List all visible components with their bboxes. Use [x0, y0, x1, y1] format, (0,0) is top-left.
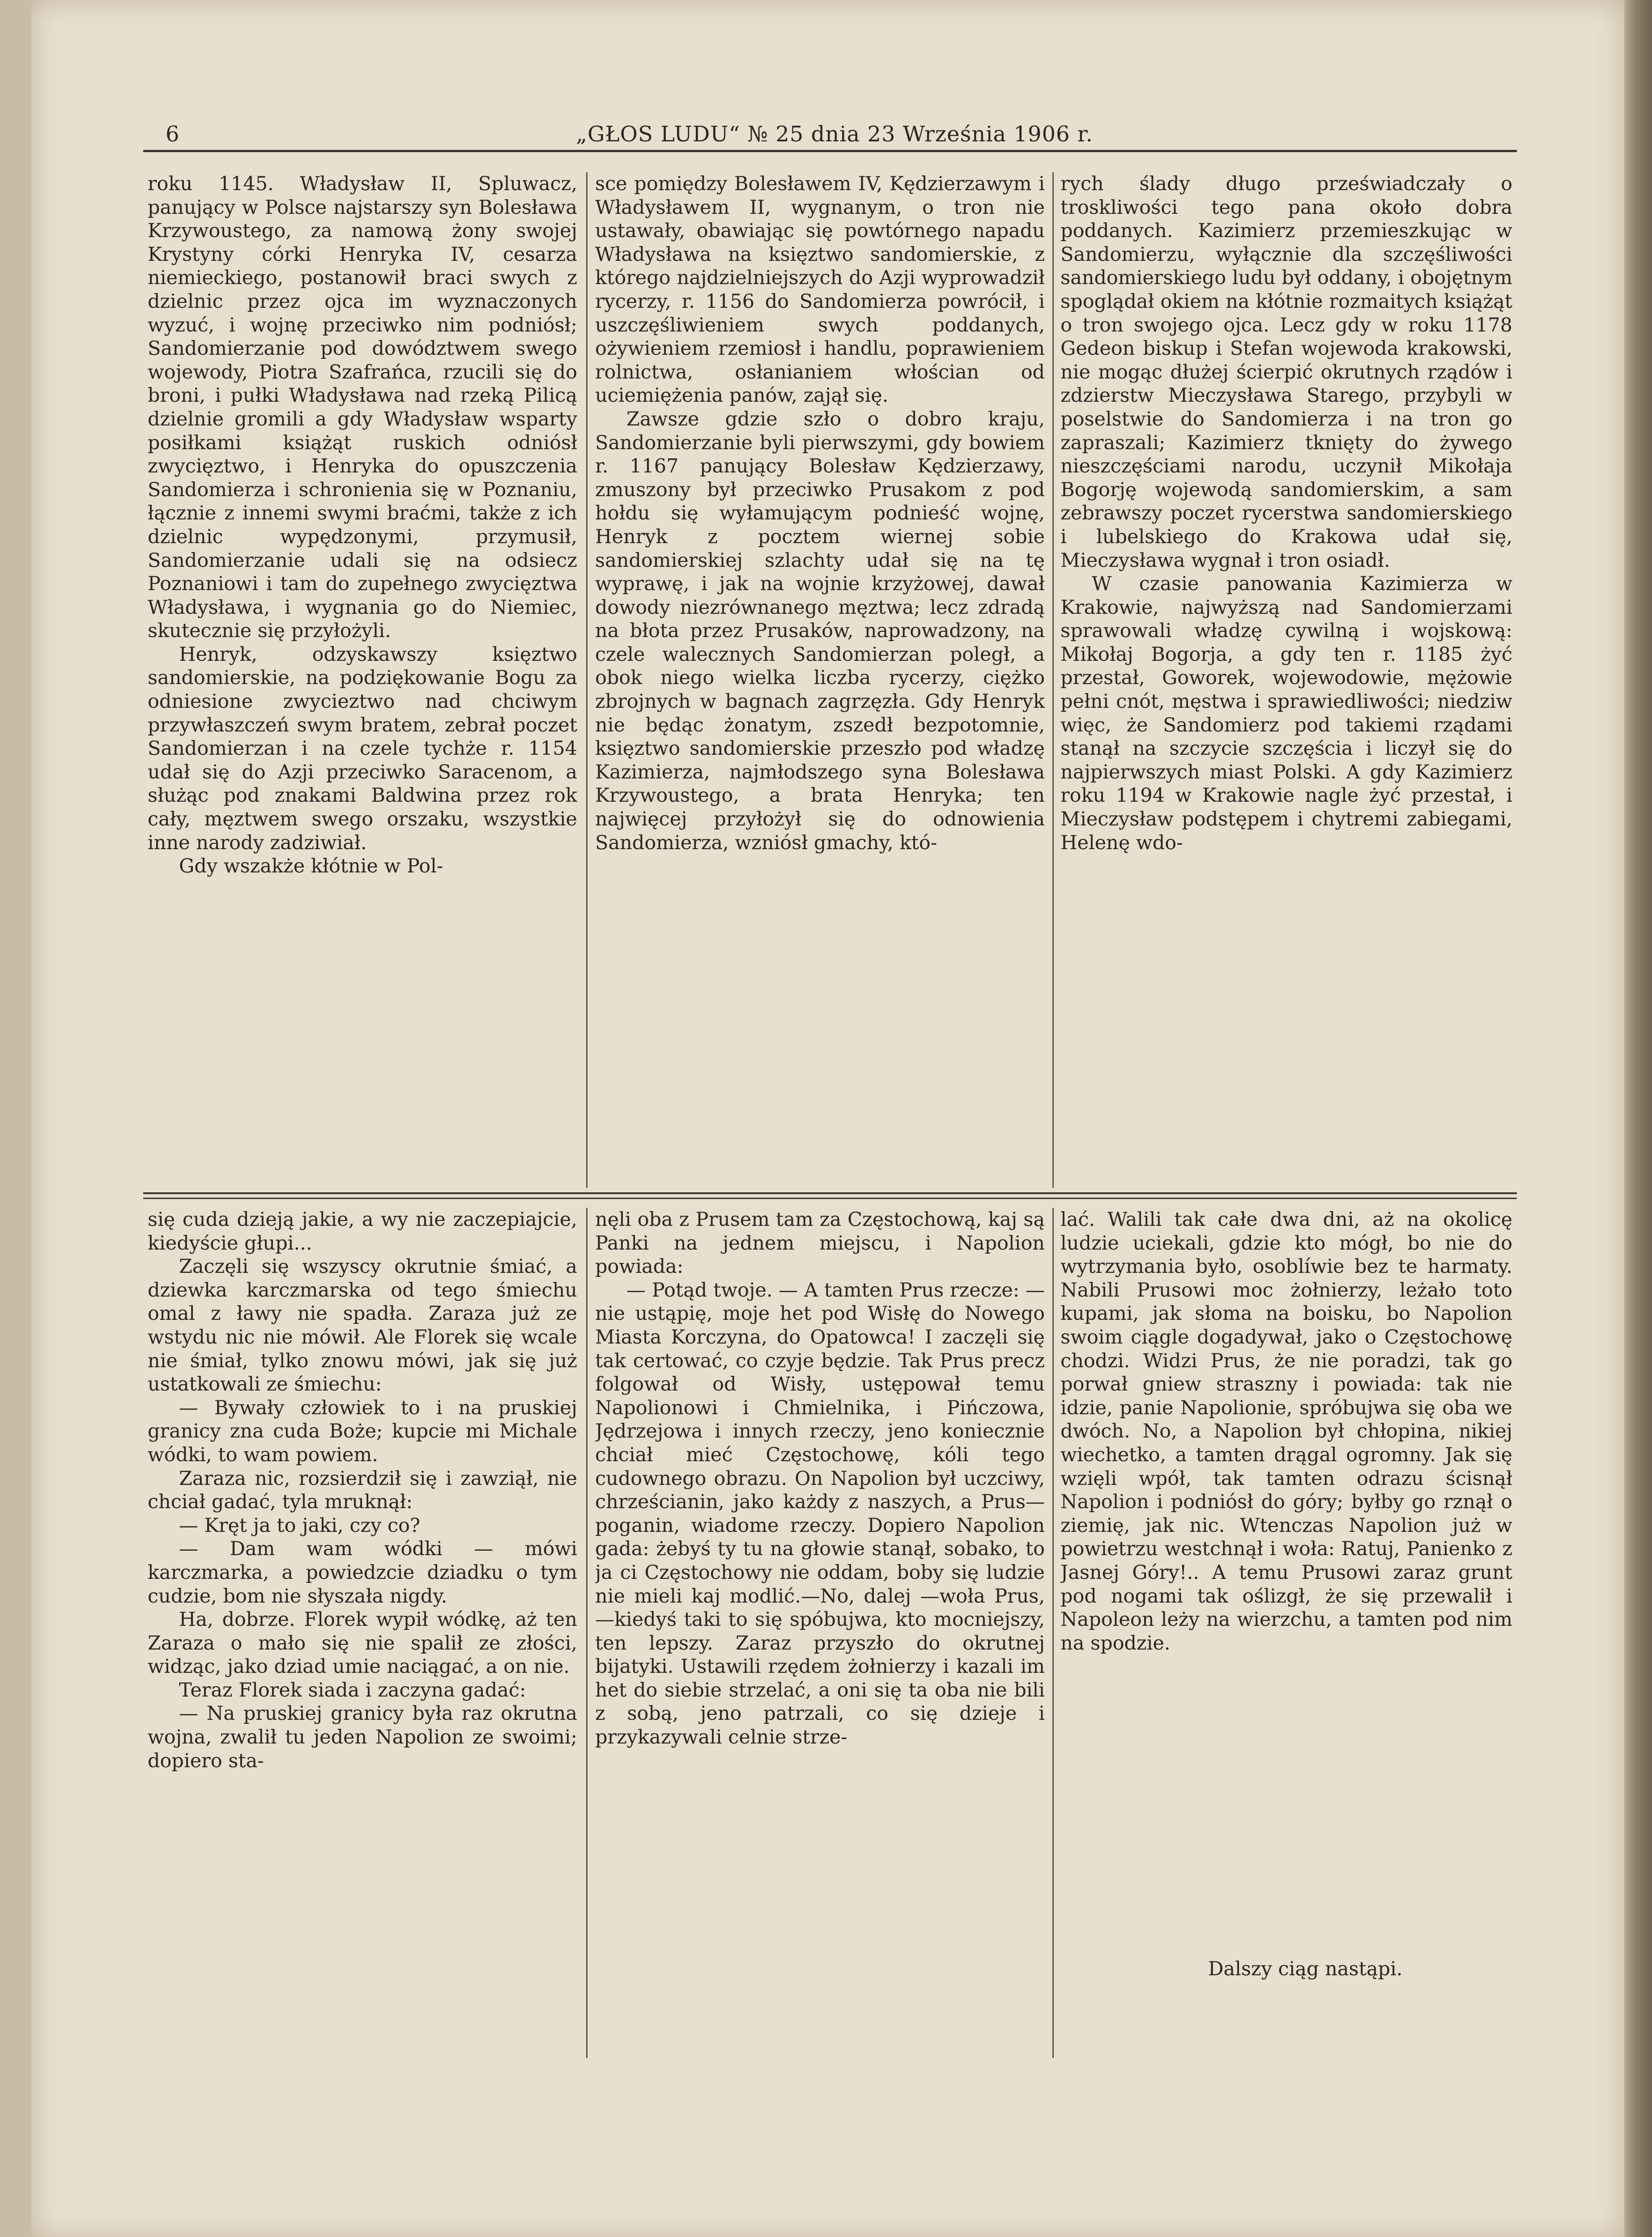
column-divider	[586, 172, 588, 1188]
paragraph: roku 1145. Władysław II, Spluwacz, panujący w Polsce najstarszy syn Bolesława Krzywoustego, za namową żony swojej Krystyny córki Henryka IV, cesarza niemieckiego, postanowił braci swych z dzielnic przez ojca im wyznaczonych wyzuć, i wojnę przeciwko nim podniósł; Sandomierzanie pod dowództwem swego wojewody, Piotra Szafrańca, rzucili się do broni, i pułki Władysława nad rzeką Pilicą dzielnie gromili a gdy Władysław wsparty posiłkami książąt ruskich odniósł zwycięztwo, i Henryka do opuszczenia Sandomierza i schronienia się w Poznaniu, łącznie z innemi swymi braćmi, także z ich dzielnic wypędzonymi, przymusił, Sandomierzanie udali się na odsiecz Poznaniowi i tam do zupełnego zwycięztwa Władysława, i wygnania go do Niemiec, skutecznie się przyłożyli.	[148, 173, 577, 642]
paragraph: Zaczęli się wszyscy okrutnie śmiać, a dziewka karczmarska od tego śmiechu omal z ławy nie spadła. Zaraza już ze wstydu nic nie mówił. Ale Florek się wcale nie śmiał, tylko znowu mówi, jak się już ustatkowali ze śmiechu:	[148, 1255, 577, 1396]
paragraph: Zawsze gdzie szło o dobro kraju, Sandomierzanie byli pierwszymi, gdy bowiem r. 1167 panujący Bolesław Kędzierzawy, zmuszony był przeciwko Prusakom z pod hołdu się wyłamującym podnieść wojnę, Henryk z pocztem wiernej sobie sandomierskiej szlachty udał się na tę wyprawę, i jak na wojnie krzyżowej, dawał dowody niezrównanego męztwa; lecz zdradą na błota przez Prusaków, naprowadzony, na czele walecznych Sandomierzan poległ, a obok niego wielka liczba rycerzy, ciężko zbrojnych w bagnach zagrzęzła. Gdy Henryk nie będąc żonatym, zszedł bezpotomnie, księztwo sandomierskie przeszło pod władzę Kazimierza, najmłodszego syna Bolesława Krzywoustego, a brata Henryka; ten najwięcej przyłożył się do odnowienia Sandomierza, wzniósł gmachy, któ-	[595, 408, 1045, 854]
paragraph: sce pomiędzy Bolesławem IV, Kędzierzawym i Władysławem II, wygnanym, o tron nie ustawały, obawiając się powtórnego napadu Władysława na księztwo sandomierskie, z którego najdzielniejszych do Azji wyprowadził rycerzy, r. 1156 do Sandomierza powrócił, i uszczęśliwieniem swych poddanych, ożywieniem rzemiosł i handlu, poprawieniem rolnictwa, osłanianiem włościan od uciemiężenia panów, zajął się.	[595, 173, 1045, 407]
paragraph: Gdy wszakże kłótnie w Pol-	[179, 855, 443, 878]
paragraph: Teraz Florek siada i zaczyna gadać:	[179, 1679, 526, 1701]
column-divider	[1052, 172, 1054, 1188]
paragraph: Henryk, odzyskawszy księztwo sandomierskie, na podziękowanie Bogu za odniesione zwycieztwo nad chciwym przywłaszczeń swym bratem, zebrał poczet Sandomierzan i na czele tychże r. 1154 udał się do Azji przeciwko Saracenom, a służąc pod znakami Baldwina przez rok cały, męztwem swego orszaku, wszystkie inne narody zadziwiał.	[148, 643, 577, 854]
page-binding-edge	[1624, 0, 1652, 2237]
bottom-column-1	[148, 1208, 577, 2058]
masthead: „GŁOS LUDU“ № 25 dnia 23 Września 1906 r.	[576, 122, 1093, 147]
paragraph: lać. Walili tak całe dwa dni, aż na okolicę ludzie uciekali, gdzie kto mógł, bo nie do wytrzymania było, osoblíwie bez te harmaty. Nabili Prusowi moc żołnierzy, leżało toto kupami, jak słoma na boisku, bo Napolion swoim ciągle dogadywał, jako o Częstochowę chodzi. Widzi Prus, że nie poradzi, tak go porwał gniew straszny i powiada: tak nie idzie, panie Napolionie, spróbujwa się oba we dwóch. No, a Napolion był chłopina, nikiej wiechetko, a tamten drągal ogromny. Jak się wzięli wpół, tak tamten odrazu ścisnął Napolion i podniósł do góry; byłby go rznął o ziemię, jak nic. Wtenczas Napolion już w powietrzu westchnął i woła: Ratuj, Panienko z Jasnej Góry!.. A temu Prusowi zaraz grunt pod nogami tak oślizgł, że się przewalił i Napoleon leży na wierzchu, a tamten pod nim na spodzie.	[1060, 1208, 1512, 1654]
column-divider	[1052, 1208, 1054, 2058]
bottom-column-3	[1060, 1208, 1512, 1924]
column-divider	[586, 1208, 588, 2058]
continuation-note: Dalszy ciąg nastąpi.	[1208, 1958, 1403, 1980]
top-column-2	[595, 172, 1045, 1188]
paragraph: Zaraza nic, rozsierdził się i zawziął, nie chciał gadać, tyla mruknął:	[148, 1467, 577, 1514]
page-number: 6	[166, 122, 180, 147]
dialogue-line: — Na pruskiej granicy była raz okrutna wojna, zwalił tu jeden Napolion ze swoimi; dopiero sta-	[148, 1702, 577, 1772]
page-header	[159, 121, 1510, 148]
paragraph: rych ślady długo przeświadczały o troskliwości tego pana około dobra poddanych. Kazimierz przemieszkując w Sandomierzu, wyłącznie dla szczęśliwości sandomierskiego ludu był oddany, i obojętnym spoglądał okiem na kłótnie rozmaitych książąt o tron swojego ojca. Lecz gdy w roku 1178 Gedeon biskup i Stefan wojewoda krakowski, nie mogąc dłużej ścierpić okrutnych rządów i zdzierstw Mieczysława Starego, przybyli w poselstwie do Sandomierza i na tron go zapraszali; Kazimierz tknięty do żywego nieszczęściami narodu, uczynił Mikołaja Bogorję wojewodą sandomierskim, a sam zebrawszy poczet rycerstwa sandomierskiego i lubelskiego do Krakowa udał się, Mieczysława wygnał i tron osiadł.	[1060, 173, 1512, 572]
paragraph: nęli oba z Prusem tam za Częstochową, kaj są Panki na jednem miejscu, i Napolion powiada:	[595, 1208, 1045, 1278]
dialogue-line: — Bywały człowiek to i na pruskiej granicy zna cuda Boże; kupcie mi Michale wódki, to wam powiem.	[148, 1396, 577, 1466]
dialogue-line: — Dam wam wódki — mówi karczmarka, a powiedzcie dziadku o tym cudzie, bom nie słyszała nigdy.	[148, 1538, 577, 1608]
paragraph: się cuda dzieją jakie, a wy nie zaczepiajcie, kiedyście głupi...	[148, 1208, 577, 1255]
section-rule	[143, 1192, 1517, 1199]
paragraph: Ha, dobrze. Florek wypił wódkę, aż ten Zaraza o mało się nie spalił ze złości, widząc, jako dziad umie naciągać, a on nie.	[148, 1608, 577, 1678]
dialogue-line: — Kręt ja to jaki, czy co?	[179, 1514, 421, 1537]
paragraph: W czasie panowania Kazimierza w Krakowie, najwyższą nad Sandomierzami sprawowali władzę cywilną i wojskową: Mikołaj Bogorja, a gdy ten r. 1185 żyć przestał, Goworek, wojewodowie, mężowie pełni cnót, męstwa i sprawiedliwości; niedziw więc, że Sandomierz pod takiemi rządami stanął na szczycie szczęścia i liczył się do najpierwszych miast Polski. A gdy Kazimierz roku 1194 w Krakowie nagle żyć przestał, i Mieczysław podstępem i chytremi zabiegami, Helenę wdo-	[1060, 573, 1512, 854]
top-column-1	[148, 172, 577, 1188]
top-column-3	[1060, 172, 1512, 1188]
bottom-column-2	[595, 1208, 1045, 2058]
header-rule	[143, 150, 1517, 152]
dialogue-line: — Potąd twoje. — A tamten Prus rzecze: — nie ustąpię, moje het pod Wisłę do Nowego Miasta Korczyna, do Opatowca! I zaczęli się tak certować, co czyje będzie. Tak Prus precz folgował od Wisły, ustępował temu Napolionowi i Chmielnika, i Pińczowa, Jędrzejowa i innych rzeczy, jeno koniecznie chciał mieć Częstochowę, kóli tego cudownego obrazu. On Napolion był uczciwy, chrześcianin, jako każdy z naszych, a Prus—poganin, wiadome rzeczy. Dopiero Napolion gada: żebyś ty tu na głowie stanął, sobako, to ja ci Częstochowy nie oddam, boby się ludzie nie mieli kaj modlić.—No, dalej —woła Prus,—kiedyś taki to się spóbujwa, kto mocniejszy, ten lepszy. Zaraz przyszło do okrutnej bijatyki. Ustawili rzędem żołnierzy i kazali im het do siebie strzelać, a oni się ta oba nie bili z sobą, jeno patrzali, co się dzieje i przykazywali celnie strze-	[595, 1279, 1045, 1749]
